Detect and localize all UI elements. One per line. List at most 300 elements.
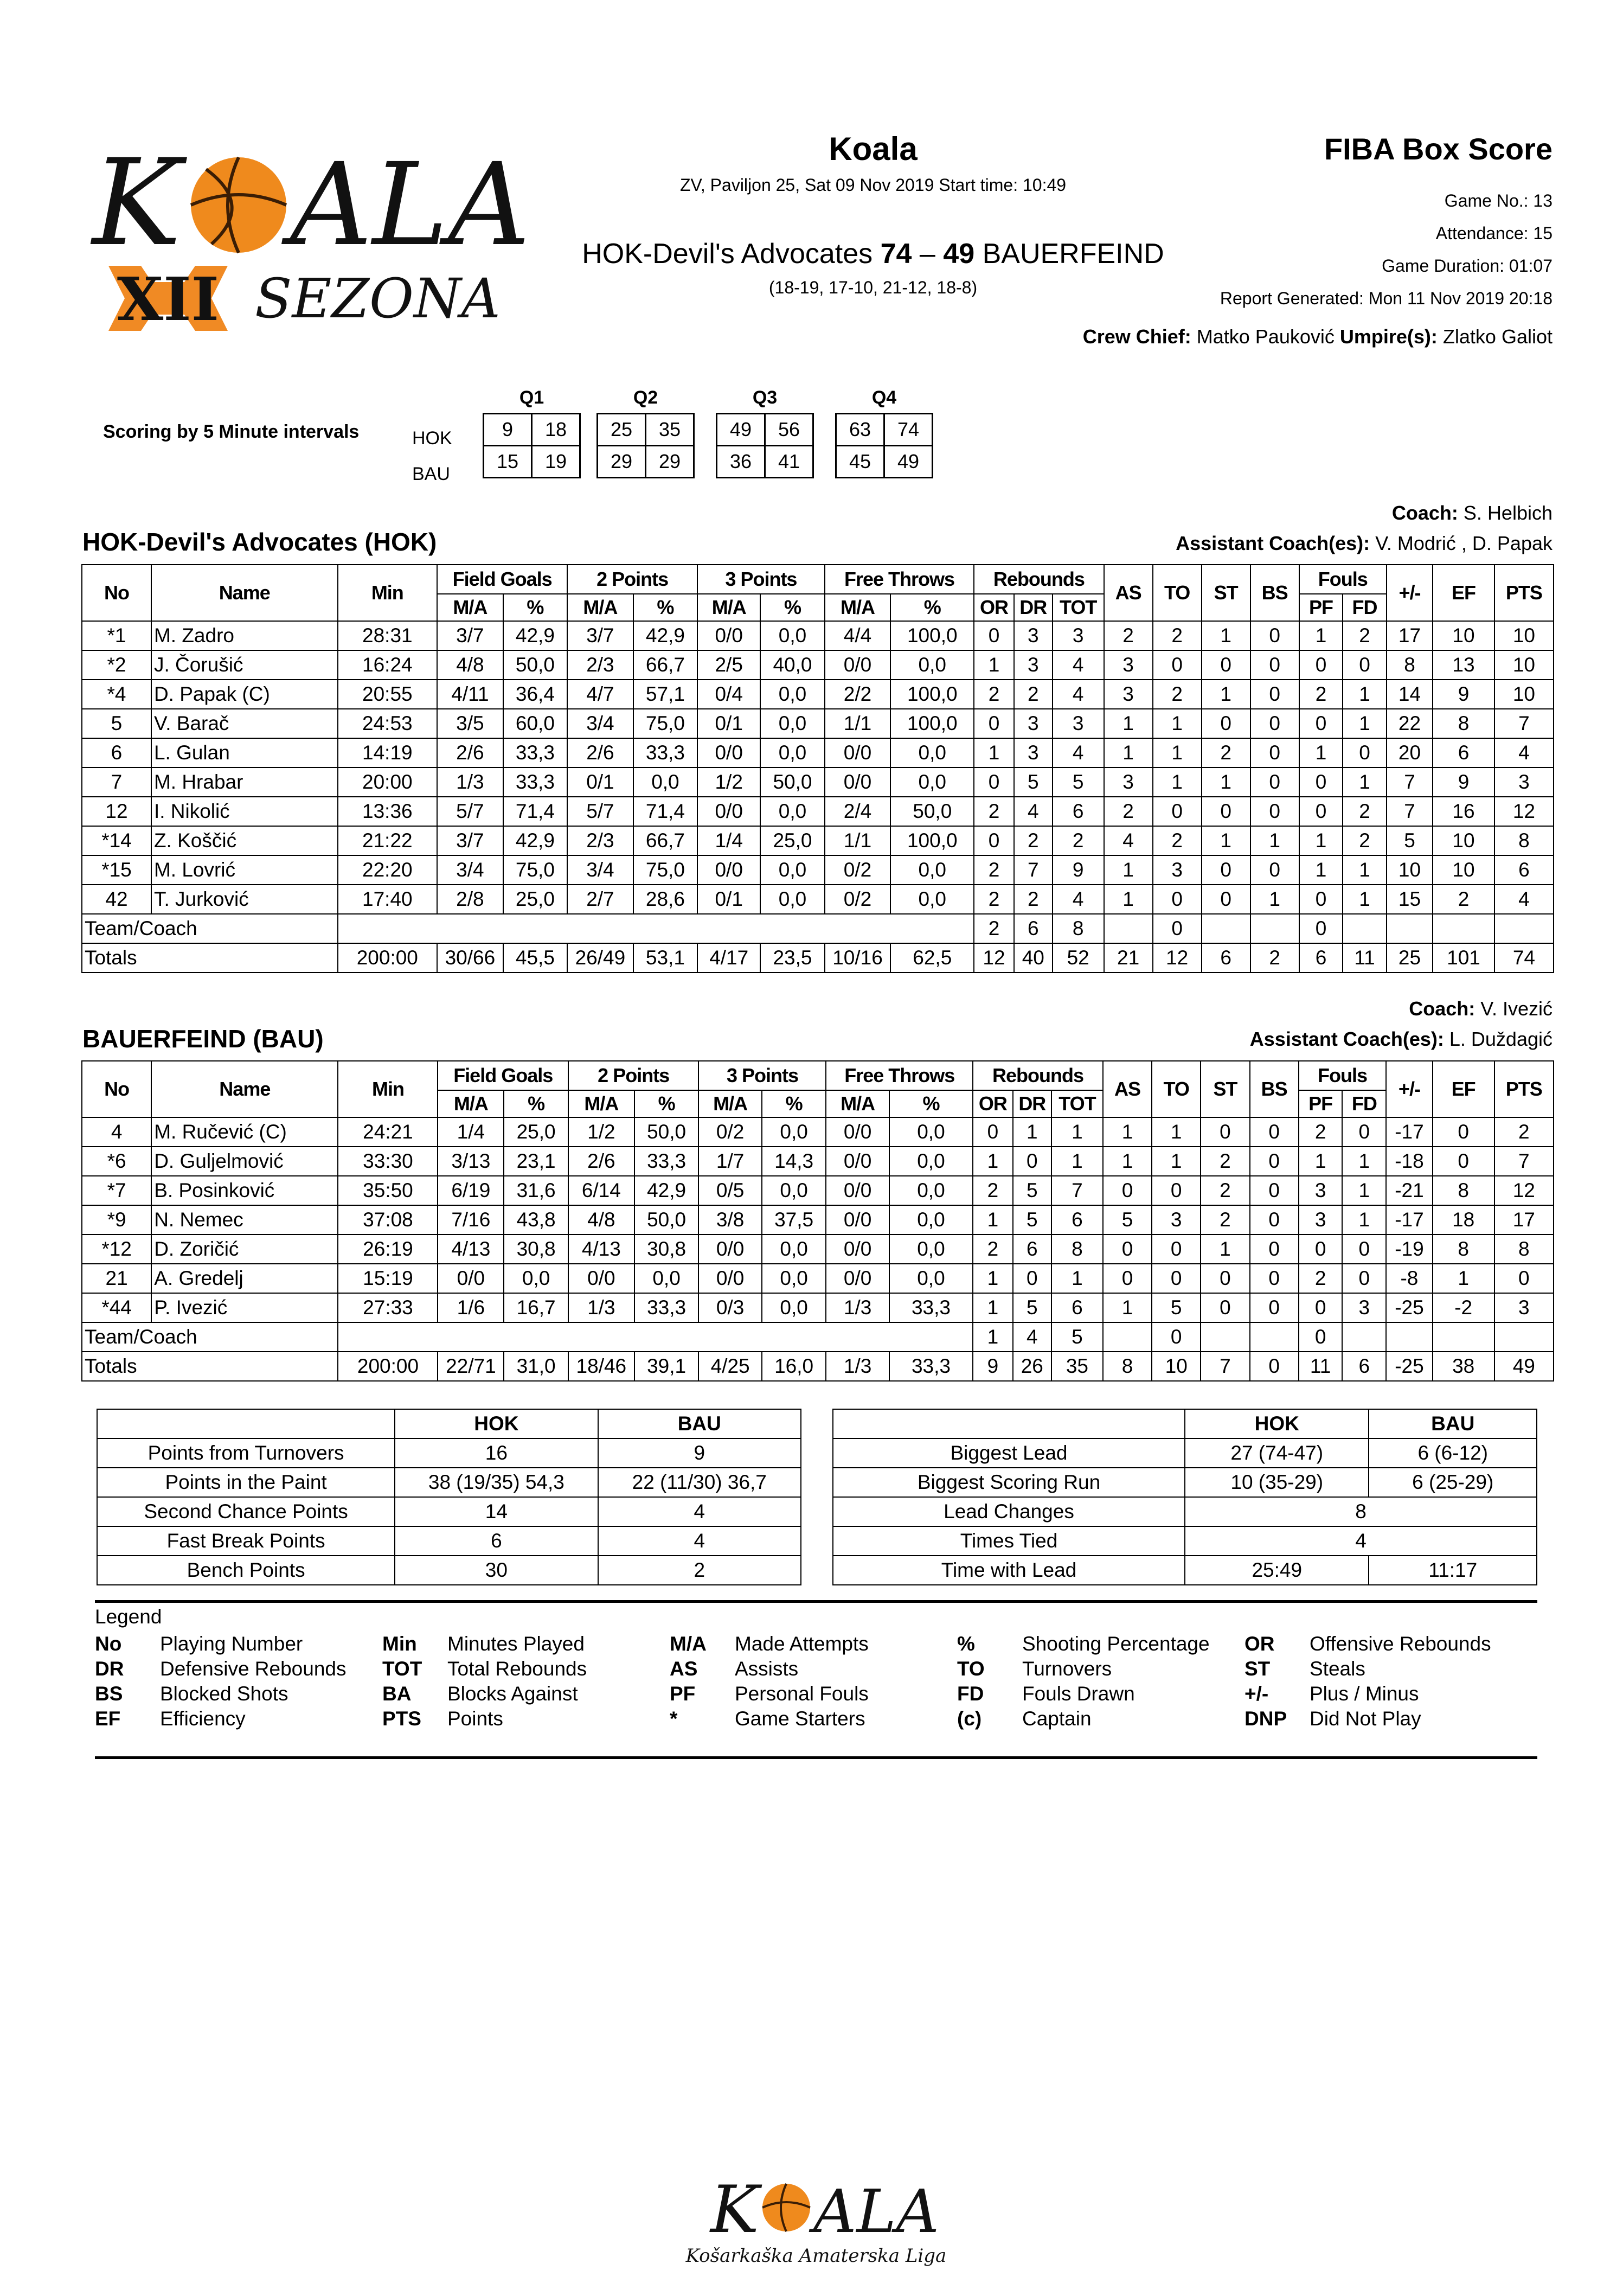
stat-cell: 0 [1153, 914, 1202, 943]
stat-cell: 16,0 [762, 1352, 826, 1381]
legend-key: OR [1244, 1633, 1275, 1655]
legend-key: % [957, 1633, 975, 1655]
stat-cell: 36,4 [503, 680, 567, 709]
stat-cell: 0 [1494, 1264, 1554, 1293]
legend-desc: Blocks Against [447, 1683, 578, 1705]
stat-cell: -19 [1386, 1235, 1432, 1264]
stat-cell: 11 [1299, 1352, 1343, 1381]
stat-cell: 10 [1387, 855, 1433, 885]
stat-cell: 8 [1387, 650, 1433, 680]
legend-key: ST [1244, 1658, 1271, 1680]
stat-cell: 4/8 [568, 1205, 634, 1235]
stat-cell: 3 [1152, 1205, 1201, 1235]
stat-cell: 0/0 [698, 1235, 761, 1264]
player-row [82, 709, 1554, 738]
stat-cell: 10 [1433, 855, 1494, 885]
stat-cell: 8 [1433, 1176, 1494, 1205]
report-generated: Report Generated: Mon 11 Nov 2019 20:18 [1220, 289, 1553, 308]
legend-key: FD [957, 1683, 984, 1705]
stat-cell: 1 [1153, 768, 1202, 797]
stat-cell: 6 [1342, 1352, 1386, 1381]
stat-cell: 10 [1433, 621, 1494, 650]
stat-cell: 2/3 [567, 826, 633, 855]
totals-label: Totals [82, 1352, 338, 1381]
footer-logo [685, 2164, 947, 2273]
stat-cell: 0 [1299, 797, 1343, 826]
empty-cell [1250, 914, 1299, 943]
legend-grid [95, 1632, 1537, 1731]
stat-cell: 0 [1433, 1147, 1494, 1176]
stat-cell: 1 [1153, 709, 1202, 738]
stat-cell: 10 [1494, 680, 1554, 709]
stat-cell: 53,1 [633, 943, 697, 973]
stat-cell: 20:00 [338, 768, 438, 797]
stat-cell: 1 [1342, 1176, 1386, 1205]
stat-cell: 5/7 [567, 797, 633, 826]
interval-score: 29 [598, 446, 646, 478]
stat-cell: 35 [1051, 1352, 1103, 1381]
interval-score: 63 [836, 414, 884, 446]
quarter-label: Q1 [519, 387, 544, 408]
stat-cell: 0,0 [889, 1264, 973, 1293]
stat-cell: 75,0 [633, 855, 697, 885]
stat-cell: 0,0 [760, 797, 824, 826]
stat-cell: 3 [1104, 680, 1153, 709]
stat-cell: 0/0 [826, 1147, 889, 1176]
stat-cell: 0,0 [890, 650, 974, 680]
stat-cell: 101 [1433, 943, 1494, 973]
away-team-name: BAUERFEIND [982, 238, 1164, 270]
intervals-teams [412, 420, 452, 492]
player-name: M. Lovrić [151, 855, 338, 885]
coach-label: Coach: [1409, 997, 1476, 1020]
svg-text:XII: XII [117, 264, 220, 334]
player-row [82, 680, 1554, 709]
empty-cell [1387, 914, 1433, 943]
stat-cell: 11 [1343, 943, 1387, 973]
stat-cell: 7 [1494, 709, 1554, 738]
header-row [82, 565, 1554, 594]
stat-cell: 1 [1299, 621, 1343, 650]
cmp-row [833, 1468, 1537, 1497]
cmp-value: 25:49 [1185, 1556, 1369, 1585]
stat-cell: 0/0 [438, 1264, 504, 1293]
stat-cell: 25,0 [760, 826, 824, 855]
stat-cell: 0 [1152, 1235, 1201, 1264]
stat-cell: 71,4 [633, 797, 697, 826]
col-field-goals: Field Goals [437, 565, 567, 594]
stat-cell: 1 [1152, 1117, 1201, 1147]
box-score-bau [81, 1060, 1554, 1382]
stat-cell: -25 [1386, 1293, 1432, 1322]
player-row [82, 1235, 1554, 1264]
stat-cell: 12 [1494, 797, 1554, 826]
stat-cell: 0 [974, 826, 1013, 855]
col-free-throws: Free Throws [825, 565, 974, 594]
col-as: AS [1103, 1061, 1152, 1117]
stat-cell: 42,9 [634, 1176, 699, 1205]
stat-cell: 1 [1343, 680, 1387, 709]
stat-cell: 4 [1494, 738, 1554, 768]
player-number: *6 [82, 1147, 151, 1176]
player-number: 7 [82, 768, 151, 797]
empty-cell [1494, 914, 1554, 943]
player-row [82, 768, 1554, 797]
col-2-points: 2 Points [567, 565, 697, 594]
quarter-grid [596, 413, 695, 478]
stat-cell: 4 [1013, 1322, 1051, 1352]
stat-cell: 0 [1299, 768, 1343, 797]
cmp-row [833, 1526, 1537, 1556]
player-number: *44 [82, 1293, 151, 1322]
team-title-hok: HOK-Devil's Advocates (HOK) [82, 528, 437, 556]
interval-score: 9 [484, 414, 532, 446]
player-number: *14 [82, 826, 151, 855]
stat-cell: 0 [1152, 1176, 1201, 1205]
comparison-table-right [832, 1409, 1537, 1585]
legend-desc: Defensive Rebounds [160, 1658, 347, 1680]
stat-cell: 7 [1494, 1147, 1554, 1176]
stat-cell: 1 [1342, 1205, 1386, 1235]
crew-chief-label: Crew Chief: [1082, 325, 1191, 348]
assistant-label: Assistant Coach(es): [1249, 1028, 1444, 1050]
col-bs: BS [1250, 565, 1299, 621]
cmp-label: Fast Break Points [97, 1526, 395, 1556]
stat-cell: 37,5 [762, 1205, 826, 1235]
empty-cell [97, 1409, 395, 1438]
interval-score: 36 [717, 446, 765, 478]
stat-cell: 27:33 [338, 1293, 438, 1322]
stat-cell: 0 [1343, 650, 1387, 680]
legend-key: AS [670, 1658, 698, 1680]
stat-cell: 10 [1433, 826, 1494, 855]
stat-cell: 1 [1153, 738, 1202, 768]
stat-cell: 0 [1299, 650, 1343, 680]
player-row [82, 650, 1554, 680]
stat-cell: 21 [1104, 943, 1153, 973]
stat-cell: 1 [1201, 1235, 1249, 1264]
stat-cell: 3/13 [438, 1147, 504, 1176]
interval-quarter-4 [835, 382, 933, 478]
coach-name: V. Ivezić [1480, 997, 1553, 1020]
player-row [82, 1147, 1554, 1176]
stat-cell: 8 [1433, 1235, 1494, 1264]
stat-cell: 26 [1013, 1352, 1051, 1381]
stat-cell: 4 [1014, 797, 1053, 826]
stat-cell: 8 [1494, 1235, 1554, 1264]
stat-cell: 1/3 [568, 1293, 634, 1322]
stat-cell: 6 [1051, 1205, 1103, 1235]
stat-cell: 4/7 [567, 680, 633, 709]
stat-cell: 0/0 [826, 1117, 889, 1147]
stat-cell: 0 [1152, 1322, 1201, 1352]
stat-cell: 0 [1433, 1117, 1494, 1147]
col-rebounds: Rebounds [974, 565, 1104, 594]
stat-cell: 45,5 [503, 943, 567, 973]
legend-desc: Captain [1022, 1707, 1092, 1730]
stat-cell: 1 [1104, 738, 1153, 768]
stat-cell: 2 [1201, 1147, 1249, 1176]
game-number: Game No.: 13 [1444, 191, 1553, 210]
col-rebounds: Rebounds [973, 1061, 1103, 1090]
stat-cell: 0,0 [762, 1264, 826, 1293]
team-coach-row [82, 914, 1554, 943]
stat-cell: 1 [1250, 885, 1299, 914]
stat-cell: 2 [974, 797, 1013, 826]
stat-cell: 1/3 [437, 768, 503, 797]
stat-cell: 4/11 [437, 680, 503, 709]
col-as: AS [1104, 565, 1153, 621]
stat-cell: 100,0 [890, 680, 974, 709]
cmp-row [833, 1438, 1537, 1468]
cmp-value: 11:17 [1369, 1556, 1537, 1585]
stat-cell: 1 [1103, 1117, 1152, 1147]
quarter-label: Q3 [752, 387, 778, 408]
stat-cell: 6 [1014, 914, 1053, 943]
stat-cell: 16,7 [504, 1293, 568, 1322]
stat-cell: 0/0 [697, 855, 760, 885]
stat-cell: 2 [1343, 826, 1387, 855]
player-name: I. Nikolić [151, 797, 338, 826]
stat-cell: 200:00 [338, 943, 438, 973]
comparison-table-left [97, 1409, 801, 1585]
stat-cell: -8 [1386, 1264, 1432, 1293]
stat-cell: 42,9 [503, 826, 567, 855]
stat-cell: 0 [1153, 650, 1202, 680]
stat-cell: 3 [1342, 1293, 1386, 1322]
stat-cell: 0 [1202, 797, 1250, 826]
assistant-names: V. Modrić , D. Papak [1375, 532, 1553, 554]
legend-title: Legend [95, 1606, 162, 1628]
stat-cell: 16:24 [338, 650, 438, 680]
cmp-value: 14 [395, 1497, 598, 1526]
stat-cell: 60,0 [503, 709, 567, 738]
stat-cell: 18 [1433, 1205, 1494, 1235]
stat-cell: 15:19 [338, 1264, 438, 1293]
stat-cell: 0,0 [760, 738, 824, 768]
stat-cell: 50,0 [503, 650, 567, 680]
team-title-bau: BAUERFEIND (BAU) [82, 1025, 324, 1053]
team-coach-row [82, 1322, 1554, 1352]
subcol: M/A [825, 594, 891, 621]
subcol: TOT [1053, 594, 1104, 621]
legend-desc: Game Starters [735, 1707, 865, 1730]
interval-score: 25 [598, 414, 646, 446]
empty-cell [1103, 1322, 1152, 1352]
stat-cell: 1/3 [826, 1293, 889, 1322]
stat-cell: 0,0 [504, 1264, 568, 1293]
col-to: TO [1152, 1061, 1201, 1117]
stat-cell: 4 [1053, 680, 1104, 709]
interval-score: 35 [646, 414, 694, 446]
stat-cell: 25 [1387, 943, 1433, 973]
subcol: OR [973, 1090, 1013, 1117]
stat-cell: 3/5 [437, 709, 503, 738]
umpires-names: Zlatko Galiot [1442, 325, 1553, 348]
stat-cell: 2/3 [567, 650, 633, 680]
stat-cell: 8 [1051, 1235, 1103, 1264]
col-pts: PTS [1494, 565, 1554, 621]
stat-cell: 24:53 [338, 709, 438, 738]
team-abbr: HOK [395, 1409, 598, 1438]
stat-cell: 0/3 [698, 1293, 761, 1322]
stat-cell: 8 [1433, 709, 1494, 738]
stat-cell: 6 [1202, 943, 1250, 973]
cmp-label: Second Chance Points [97, 1497, 395, 1526]
stat-cell: 0 [974, 768, 1013, 797]
stat-cell: 0,0 [890, 738, 974, 768]
stat-cell: 0 [1250, 1352, 1299, 1381]
quarter-row [598, 446, 694, 478]
stat-cell: 66,7 [633, 826, 697, 855]
stat-cell: 2/8 [437, 885, 503, 914]
stat-cell: 4 [1053, 885, 1104, 914]
stat-cell: 7 [1201, 1352, 1249, 1381]
cmp-label: Biggest Scoring Run [833, 1468, 1185, 1497]
stat-cell: 2 [1014, 680, 1053, 709]
stat-cell: 1/4 [438, 1117, 504, 1147]
stat-cell: 3/8 [698, 1205, 761, 1235]
col-plus-minus: +/- [1387, 565, 1433, 621]
stat-cell: 0,0 [762, 1117, 826, 1147]
stat-cell: 0/2 [825, 885, 891, 914]
scoring-intervals [103, 382, 971, 491]
venue-line: ZV, Paviljon 25, Sat 09 Nov 2019 Start time: 10:49 [679, 175, 1067, 195]
stat-cell: 2 [974, 885, 1013, 914]
stat-cell: 42,9 [633, 621, 697, 650]
stat-cell: 1 [974, 738, 1013, 768]
stat-cell: 0,0 [760, 855, 824, 885]
cmp-value: 16 [395, 1438, 598, 1468]
crew-chief-name: Matko Pauković [1196, 325, 1335, 348]
stat-cell: 71,4 [503, 797, 567, 826]
stat-cell: 33:30 [338, 1147, 438, 1176]
stat-cell: 35:50 [338, 1176, 438, 1205]
col-st: ST [1201, 1061, 1249, 1117]
stat-cell: 1/3 [826, 1352, 889, 1381]
stat-cell: 1 [1343, 768, 1387, 797]
quarter-row [717, 446, 813, 478]
stat-cell: 30,8 [504, 1235, 568, 1264]
svg-text:ALA: ALA [290, 138, 530, 271]
stat-cell: 0 [1103, 1264, 1152, 1293]
stat-cell: 21:22 [338, 826, 438, 855]
interval-quarter-1 [483, 382, 581, 478]
stat-cell: 12 [1153, 943, 1202, 973]
stat-cell: 0 [1250, 709, 1299, 738]
subcol: % [503, 594, 567, 621]
stat-cell: 13:36 [338, 797, 438, 826]
stat-cell: 2 [1014, 885, 1053, 914]
stat-cell: 31,6 [504, 1176, 568, 1205]
stat-cell: 0 [1202, 650, 1250, 680]
assistant-names: L. Duždagić [1449, 1028, 1553, 1050]
stat-cell: 43,8 [504, 1205, 568, 1235]
stat-cell: 2 [1201, 1176, 1249, 1205]
stat-cell: 15 [1387, 885, 1433, 914]
stat-cell: 2 [1433, 885, 1494, 914]
quarter-label: Q2 [633, 387, 658, 408]
stat-cell: 1/1 [825, 826, 891, 855]
stat-cell: 0 [1250, 738, 1299, 768]
stat-cell: 0,0 [762, 1176, 826, 1205]
stat-cell: 9 [1433, 680, 1494, 709]
final-score [521, 238, 1226, 270]
stat-cell: 1 [1343, 885, 1387, 914]
player-row [82, 855, 1554, 885]
home-score: 74 [880, 238, 912, 270]
stat-cell: 2 [1299, 1117, 1343, 1147]
stat-cell: 12 [974, 943, 1013, 973]
stat-cell: 5 [1013, 1205, 1051, 1235]
stat-cell: 1/7 [698, 1147, 761, 1176]
stat-cell: 0/0 [825, 738, 891, 768]
col-ef: EF [1433, 1061, 1494, 1117]
stat-cell: 0 [1202, 709, 1250, 738]
stat-cell: 0,0 [889, 1205, 973, 1235]
legend-desc: Minutes Played [447, 1633, 585, 1655]
stat-cell: 2 [1202, 738, 1250, 768]
stat-cell: 9 [1433, 768, 1494, 797]
box-score-hok [81, 564, 1554, 973]
stat-cell: 3/7 [437, 826, 503, 855]
subcol: M/A [697, 594, 760, 621]
stat-cell: 5 [1014, 768, 1053, 797]
legend-key: DNP [1244, 1707, 1287, 1730]
stat-cell: 23,5 [760, 943, 824, 973]
stat-cell: 0 [1299, 914, 1343, 943]
stat-cell: 2/2 [825, 680, 891, 709]
stat-cell: 2 [1250, 943, 1299, 973]
stat-cell: 0/5 [698, 1176, 761, 1205]
stat-cell: 17:40 [338, 885, 438, 914]
player-row [82, 621, 1554, 650]
stat-cell: 2 [1299, 1264, 1343, 1293]
quarter-grid [716, 413, 814, 478]
interval-score: 15 [484, 446, 532, 478]
stat-cell: 0,0 [762, 1293, 826, 1322]
stat-cell: 0 [1201, 1117, 1249, 1147]
stat-cell: 5/7 [437, 797, 503, 826]
legend-key: PTS [382, 1707, 421, 1730]
stat-cell: 1 [1103, 1147, 1152, 1176]
stat-cell: 0 [1152, 1264, 1201, 1293]
subcol: FD [1342, 1090, 1386, 1117]
stat-cell: 4/13 [568, 1235, 634, 1264]
stat-cell: -17 [1386, 1117, 1432, 1147]
stat-cell: 0,0 [760, 680, 824, 709]
legend-key: * [670, 1707, 678, 1730]
stat-cell: 0,0 [760, 621, 824, 650]
stat-cell: 22:20 [338, 855, 438, 885]
stat-cell: 66,7 [633, 650, 697, 680]
legend-key: EF [95, 1707, 121, 1730]
stat-cell: 0/1 [697, 709, 760, 738]
stat-cell: 18/46 [568, 1352, 634, 1381]
stat-cell: 0,0 [889, 1235, 973, 1264]
stat-cell: 1 [973, 1293, 1013, 1322]
interval-score: 18 [532, 414, 580, 446]
stat-cell: 1/2 [568, 1117, 634, 1147]
stat-cell: 1 [1202, 768, 1250, 797]
stat-cell: 4/25 [698, 1352, 761, 1381]
stat-cell: 0 [1342, 1235, 1386, 1264]
subcol: % [889, 1090, 973, 1117]
stat-cell: 2 [1104, 797, 1153, 826]
stat-cell: 1 [1051, 1264, 1103, 1293]
cmp-label: Biggest Lead [833, 1438, 1185, 1468]
stat-cell: 0 [1201, 1264, 1249, 1293]
